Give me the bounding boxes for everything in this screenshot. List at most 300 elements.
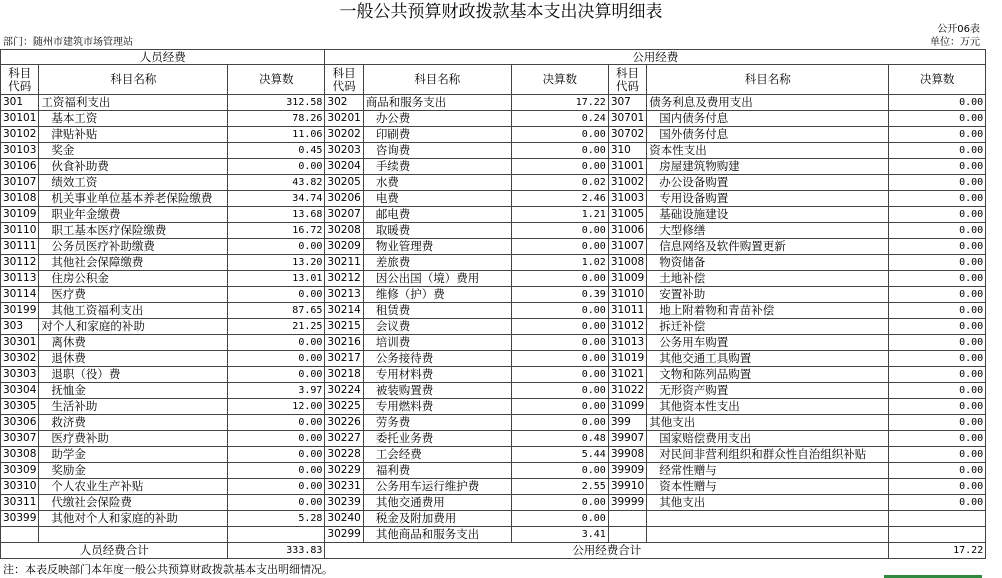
subject-name-cell: 医疗费 [39,287,228,303]
table-row [1,399,986,415]
amount-cell: 0.00 [511,223,608,239]
subject-code-cell: 30110 [1,223,39,239]
subject-name-cell: 其他交通费用 [363,495,511,511]
subject-code-cell: 30702 [608,127,646,143]
subject-code-cell: 31002 [608,175,646,191]
amount-cell: 0.00 [511,271,608,287]
subject-code-cell: 30109 [1,207,39,223]
subject-code-cell: 399 [608,415,646,431]
subject-name-cell: 其他交通工具购置 [647,351,889,367]
amount-cell: 0.39 [511,287,608,303]
header-code: 科目 代码 [325,65,363,95]
amount-cell: 0.00 [889,255,986,271]
table-row [1,223,986,239]
subject-name-cell: 大型修缮 [647,223,889,239]
column-header-row [1,65,986,95]
subject-code-cell: 31003 [608,191,646,207]
subject-code-cell: 30225 [325,399,363,415]
subject-code-cell: 30103 [1,143,39,159]
subject-code-cell: 30229 [325,463,363,479]
subject-code-cell: 30211 [325,255,363,271]
subject-name-cell: 抚恤金 [39,383,228,399]
amount-cell: 0.00 [889,223,986,239]
subject-name-cell: 商品和服务支出 [363,95,511,111]
subject-name-cell: 职工基本医疗保险缴费 [39,223,228,239]
subject-code-cell: 30226 [325,415,363,431]
amount-cell: 0.02 [511,175,608,191]
table-row [1,191,986,207]
subject-code-cell: 31022 [608,383,646,399]
subject-name-cell: 办公设备购置 [647,175,889,191]
subject-name-cell: 取暖费 [363,223,511,239]
footnote: 注：本表反映部门本年度一般公共预算财政拨款基本支出明细情况。 [3,563,333,576]
amount-cell: 0.00 [889,175,986,191]
amount-cell: 0.00 [889,207,986,223]
subject-name-cell: 奖金 [39,143,228,159]
amount-cell: 5.44 [511,447,608,463]
amount-cell: 0.00 [889,495,986,511]
subject-code-cell: 30204 [325,159,363,175]
subject-code-cell: 30304 [1,383,39,399]
amount-cell: 0.00 [228,479,325,495]
subject-code-cell [608,511,646,527]
amount-cell: 0.00 [511,159,608,175]
amount-cell: 0.00 [889,319,986,335]
subject-name-cell: 房屋建筑物购建 [647,159,889,175]
subject-code-cell: 39999 [608,495,646,511]
subject-name-cell: 公务用车购置 [647,335,889,351]
amount-cell: 0.00 [889,351,986,367]
subject-name-cell: 债务利息及费用支出 [647,95,889,111]
table-row [1,271,986,287]
subject-code-cell: 30107 [1,175,39,191]
public-total-value: 17.22 [889,543,986,559]
amount-cell: 0.00 [511,143,608,159]
amount-cell: 5.28 [228,511,325,527]
amount-cell: 0.00 [511,415,608,431]
amount-cell [889,511,986,527]
subject-name-cell: 土地补偿 [647,271,889,287]
amount-cell: 0.00 [228,159,325,175]
subject-code-cell: 30303 [1,367,39,383]
amount-cell: 0.00 [889,463,986,479]
subject-code-cell: 31010 [608,287,646,303]
subject-code-cell: 39909 [608,463,646,479]
subject-name-cell: 税金及附加费用 [363,511,511,527]
subject-name-cell: 其他工资福利支出 [39,303,228,319]
subject-name-cell: 福利费 [363,463,511,479]
amount-cell: 13.01 [228,271,325,287]
subject-code-cell: 30701 [608,111,646,127]
table-row [1,479,986,495]
subject-name-cell: 对个人和家庭的补助 [39,319,228,335]
table-row [1,111,986,127]
amount-cell: 0.00 [889,335,986,351]
subject-code-cell: 31011 [608,303,646,319]
subject-code-cell: 301 [1,95,39,111]
subject-name-cell: 文物和陈列品购置 [647,367,889,383]
subject-code-cell: 30231 [325,479,363,495]
subject-code-cell: 31001 [608,159,646,175]
amount-cell: 0.00 [889,143,986,159]
subject-code-cell: 30310 [1,479,39,495]
subject-code-cell: 39907 [608,431,646,447]
subject-code-cell: 39908 [608,447,646,463]
table-row [1,367,986,383]
subject-name-cell: 水费 [363,175,511,191]
amount-cell: 78.26 [228,111,325,127]
amount-cell: 0.00 [511,335,608,351]
subject-code-cell: 302 [325,95,363,111]
personnel-total-value: 333.83 [228,543,325,559]
amount-cell: 0.00 [228,367,325,383]
table-row [1,335,986,351]
amount-cell: 0.45 [228,143,325,159]
amount-cell: 0.00 [511,495,608,511]
amount-cell: 0.00 [228,239,325,255]
amount-cell: 0.00 [511,127,608,143]
totals-row [1,543,986,559]
subject-name-cell: 其他对个人和家庭的补助 [39,511,228,527]
amount-cell: 312.58 [228,95,325,111]
table-row [1,303,986,319]
subject-code-cell: 30108 [1,191,39,207]
subject-code-cell: 30214 [325,303,363,319]
subject-name-cell [647,511,889,527]
subject-name-cell: 因公出国（境）费用 [363,271,511,287]
subject-name-cell: 职业年金缴费 [39,207,228,223]
amount-cell: 0.00 [511,463,608,479]
subject-code-cell: 30216 [325,335,363,351]
subject-code-cell: 30301 [1,335,39,351]
section-public: 公用经费 [325,50,986,65]
subject-code-cell: 30209 [325,239,363,255]
amount-cell: 0.00 [228,287,325,303]
subject-code-cell: 30114 [1,287,39,303]
subject-code-cell: 30308 [1,447,39,463]
amount-cell: 0.00 [889,303,986,319]
table-row [1,527,986,543]
subject-code-cell: 31007 [608,239,646,255]
subject-code-cell: 30299 [325,527,363,543]
subject-code-cell: 30208 [325,223,363,239]
amount-cell: 0.00 [228,495,325,511]
subject-name-cell: 物资储备 [647,255,889,271]
section-personnel: 人员经费 [1,50,325,65]
table-row [1,127,986,143]
amount-cell: 0.00 [228,447,325,463]
subject-code-cell: 30309 [1,463,39,479]
subject-name-cell: 伙食补助费 [39,159,228,175]
subject-code-cell: 30311 [1,495,39,511]
subject-name-cell: 专用燃料费 [363,399,511,415]
subject-code-cell: 30240 [325,511,363,527]
amount-cell: 43.82 [228,175,325,191]
subject-name-cell: 公务员医疗补助缴费 [39,239,228,255]
amount-cell: 13.20 [228,255,325,271]
subject-name-cell: 劳务费 [363,415,511,431]
amount-cell: 0.00 [889,447,986,463]
header-name: 科目名称 [39,65,228,95]
unit-label: 单位：万元 [930,37,980,48]
subject-name-cell: 基本工资 [39,111,228,127]
header-code: 科目 代码 [608,65,646,95]
subject-name-cell: 公务接待费 [363,351,511,367]
amount-cell: 0.00 [889,127,986,143]
amount-cell: 0.00 [228,431,325,447]
subject-code-cell: 30217 [325,351,363,367]
subject-name-cell: 基础设施建设 [647,207,889,223]
subject-name-cell: 经常性赠与 [647,463,889,479]
amount-cell: 0.00 [889,399,986,415]
subject-name-cell: 无形资产购置 [647,383,889,399]
subject-name-cell: 工资福利支出 [39,95,228,111]
subject-code-cell: 30206 [325,191,363,207]
table-row [1,207,986,223]
subject-code-cell: 30212 [325,271,363,287]
subject-code-cell: 30106 [1,159,39,175]
subject-code-cell: 39910 [608,479,646,495]
amount-cell: 0.00 [228,415,325,431]
subject-name-cell: 其他资本性支出 [647,399,889,415]
subject-name-cell: 津贴补贴 [39,127,228,143]
subject-name-cell: 租赁费 [363,303,511,319]
amount-cell: 0.00 [511,303,608,319]
subject-code-cell: 310 [608,143,646,159]
subject-code-cell: 30227 [325,431,363,447]
header-amount: 决算数 [228,65,325,95]
table-row [1,431,986,447]
subject-name-cell: 住房公积金 [39,271,228,287]
subject-name-cell: 公务用车运行维护费 [363,479,511,495]
subject-name-cell: 奖励金 [39,463,228,479]
subject-name-cell: 被装购置费 [363,383,511,399]
amount-cell: 0.00 [889,287,986,303]
subject-code-cell: 30239 [325,495,363,511]
amount-cell: 3.41 [511,527,608,543]
header-amount: 决算数 [889,65,986,95]
subject-name-cell: 资本性赠与 [647,479,889,495]
amount-cell: 21.25 [228,319,325,335]
subject-name-cell: 手续费 [363,159,511,175]
public-total-label: 公用经费合计 [325,543,889,559]
amount-cell: 3.97 [228,383,325,399]
table-row [1,239,986,255]
amount-cell: 0.00 [889,383,986,399]
subject-code-cell: 303 [1,319,39,335]
subject-code-cell: 31005 [608,207,646,223]
amount-cell: 0.00 [889,95,986,111]
table-row [1,415,986,431]
subject-name-cell: 维修（护）费 [363,287,511,303]
subject-code-cell: 30101 [1,111,39,127]
subject-code-cell: 31019 [608,351,646,367]
subject-name-cell: 咨询费 [363,143,511,159]
amount-cell: 0.00 [889,431,986,447]
amount-cell: 0.00 [889,367,986,383]
amount-cell: 0.00 [889,191,986,207]
amount-cell: 0.00 [889,415,986,431]
amount-cell: 0.00 [228,463,325,479]
subject-name-cell: 邮电费 [363,207,511,223]
amount-cell: 0.00 [228,351,325,367]
subject-name-cell: 专用材料费 [363,367,511,383]
subject-name-cell: 助学金 [39,447,228,463]
subject-code-cell: 31099 [608,399,646,415]
table-row [1,511,986,527]
subject-name-cell: 培训费 [363,335,511,351]
subject-name-cell [647,527,889,543]
subject-code-cell: 30199 [1,303,39,319]
subject-code-cell: 30228 [325,447,363,463]
subject-code-cell: 30306 [1,415,39,431]
subject-name-cell: 差旅费 [363,255,511,271]
amount-cell [889,527,986,543]
subject-name-cell: 印刷费 [363,127,511,143]
amount-cell: 12.00 [228,399,325,415]
subject-name-cell: 会议费 [363,319,511,335]
subject-code-cell: 31009 [608,271,646,287]
subject-code-cell: 30112 [1,255,39,271]
table-row [1,143,986,159]
amount-cell: 0.00 [889,479,986,495]
amount-cell: 0.00 [511,351,608,367]
subject-name-cell: 医疗费补助 [39,431,228,447]
subject-name-cell: 拆迁补偿 [647,319,889,335]
subject-code-cell: 30302 [1,351,39,367]
subject-name-cell: 离休费 [39,335,228,351]
amount-cell: 0.48 [511,431,608,447]
subject-code-cell: 31021 [608,367,646,383]
subject-name-cell: 个人农业生产补贴 [39,479,228,495]
subject-name-cell [39,527,228,543]
table-row [1,463,986,479]
amount-cell: 0.00 [511,367,608,383]
department-label: 部门：随州市建筑市场管理站 [3,37,133,48]
header-name: 科目名称 [647,65,889,95]
subject-name-cell: 安置补助 [647,287,889,303]
subject-code-cell: 30305 [1,399,39,415]
personnel-total-label: 人员经费合计 [1,543,228,559]
amount-cell: 0.00 [889,111,986,127]
subject-name-cell: 对民间非营利组织和群众性自治组织补贴 [647,447,889,463]
subject-name-cell: 资本性支出 [647,143,889,159]
amount-cell: 0.24 [511,111,608,127]
subject-code-cell: 30218 [325,367,363,383]
form-code: 公开06表 [937,24,980,35]
amount-cell: 16.72 [228,223,325,239]
amount-cell: 0.00 [511,511,608,527]
table-row [1,159,986,175]
subject-code-cell: 31012 [608,319,646,335]
subject-code-cell [608,527,646,543]
subject-code-cell: 30213 [325,287,363,303]
subject-name-cell: 地上附着物和青苗补偿 [647,303,889,319]
amount-cell: 0.00 [511,319,608,335]
amount-cell: 11.06 [228,127,325,143]
subject-code-cell: 307 [608,95,646,111]
subject-name-cell: 国外债务付息 [647,127,889,143]
subject-code-cell: 30113 [1,271,39,287]
subject-name-cell: 绩效工资 [39,175,228,191]
amount-cell: 0.00 [228,335,325,351]
subject-code-cell: 30215 [325,319,363,335]
table-row [1,351,986,367]
header-amount: 决算数 [511,65,608,95]
subject-name-cell: 物业管理费 [363,239,511,255]
subject-name-cell: 救济费 [39,415,228,431]
subject-name-cell: 国家赔偿费用支出 [647,431,889,447]
subject-name-cell: 信息网络及软件购置更新 [647,239,889,255]
amount-cell: 2.55 [511,479,608,495]
subject-name-cell: 办公费 [363,111,511,127]
amount-cell: 34.74 [228,191,325,207]
subject-code-cell: 30102 [1,127,39,143]
section-header-row [1,50,986,65]
subject-name-cell: 委托业务费 [363,431,511,447]
subject-code-cell: 30202 [325,127,363,143]
subject-code-cell: 30203 [325,143,363,159]
amount-cell: 87.65 [228,303,325,319]
amount-cell: 0.00 [889,239,986,255]
subject-name-cell: 其他支出 [647,495,889,511]
header-code: 科目 代码 [1,65,39,95]
subject-code-cell: 31006 [608,223,646,239]
subject-name-cell: 机关事业单位基本养老保险缴费 [39,191,228,207]
subject-name-cell: 代缴社会保险费 [39,495,228,511]
subject-name-cell: 专用设备购置 [647,191,889,207]
subject-code-cell: 30205 [325,175,363,191]
report-title: 一般公共预算财政拨款基本支出决算明细表 [339,2,663,22]
amount-cell: 2.46 [511,191,608,207]
amount-cell: 0.00 [511,383,608,399]
subject-code-cell: 30207 [325,207,363,223]
amount-cell: 0.00 [889,159,986,175]
subject-code-cell: 30201 [325,111,363,127]
subject-name-cell: 其他支出 [647,415,889,431]
subject-name-cell: 其他社会保障缴费 [39,255,228,271]
subject-name-cell: 电费 [363,191,511,207]
amount-cell: 0.00 [511,239,608,255]
subject-name-cell: 工会经费 [363,447,511,463]
table-row [1,175,986,191]
subject-name-cell: 其他商品和服务支出 [363,527,511,543]
subject-code-cell: 30111 [1,239,39,255]
amount-cell: 13.68 [228,207,325,223]
amount-cell: 1.02 [511,255,608,271]
table-row [1,319,986,335]
amount-cell: 0.00 [511,399,608,415]
amount-cell [228,527,325,543]
amount-cell: 1.21 [511,207,608,223]
table-row [1,287,986,303]
table-row [1,95,986,111]
subject-name-cell: 退休费 [39,351,228,367]
subject-code-cell: 30224 [325,383,363,399]
subject-name-cell: 生活补助 [39,399,228,415]
amount-cell: 0.00 [889,271,986,287]
subject-name-cell: 国内债务付息 [647,111,889,127]
header-name: 科目名称 [363,65,511,95]
subject-code-cell: 31013 [608,335,646,351]
subject-name-cell: 退职（役）费 [39,367,228,383]
table-row [1,255,986,271]
subject-code-cell: 31008 [608,255,646,271]
subject-code-cell: 30399 [1,511,39,527]
expenditure-table [0,49,986,559]
subject-code-cell: 30307 [1,431,39,447]
subject-code-cell [1,527,39,543]
